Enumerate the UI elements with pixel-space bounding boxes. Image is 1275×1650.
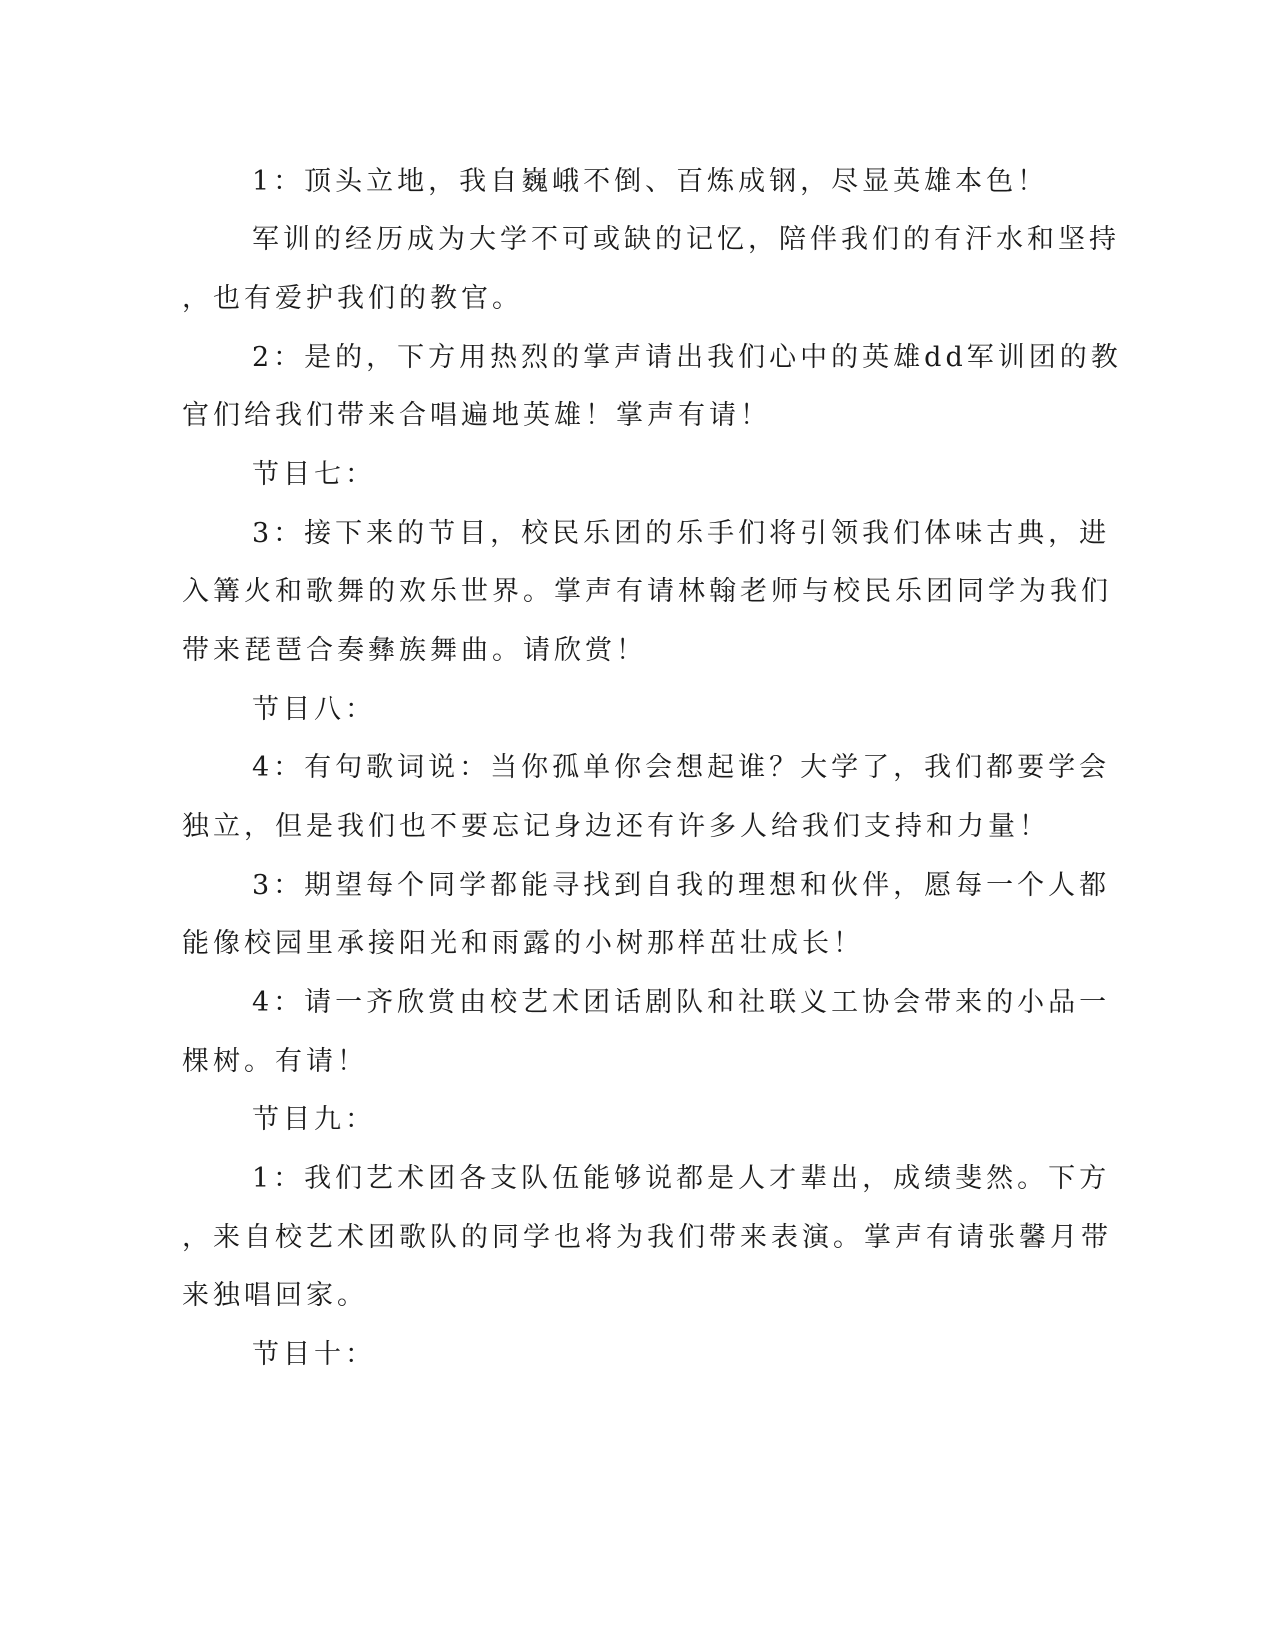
text-line: 3：接下来的节目，校民乐团的乐手们将引领我们体味古典，进 xyxy=(252,518,1111,549)
text-line: ，也有爱护我们的教官。 xyxy=(182,283,523,314)
section-heading: 节目八： xyxy=(252,694,376,725)
text-line: 带来琵琶合奏彝族舞曲。请欣赏！ xyxy=(182,635,647,666)
text-line: 能像校园里承接阳光和雨露的小树那样茁壮成长！ xyxy=(182,928,864,959)
text-line: 3：期望每个同学都能寻找到自我的理想和伙伴，愿每一个人都 xyxy=(252,870,1111,901)
section-heading: 节目十： xyxy=(252,1339,376,1370)
text-line: 军训的经历成为大学不可或缺的记忆，陪伴我们的有汗水和坚持 xyxy=(252,224,1120,255)
text-line: 官们给我们带来合唱遍地英雄！掌声有请！ xyxy=(182,400,771,431)
text-line: 入篝火和歌舞的欢乐世界。掌声有请林翰老师与校民乐团同学为我们 xyxy=(182,576,1112,607)
text-line: 来独唱回家。 xyxy=(182,1280,368,1311)
text-line: 1：我们艺术团各支队伍能够说都是人才辈出，成绩斐然。下方 xyxy=(252,1163,1111,1194)
text-line: 棵树。有请！ xyxy=(182,1046,368,1077)
text-line: 4：有句歌词说：当你孤单你会想起谁？大学了，我们都要学会 xyxy=(252,752,1111,783)
text-line: 1：顶头立地，我自巍峨不倒、百炼成钢，尽显英雄本色！ xyxy=(252,166,1049,197)
section-heading: 节目七： xyxy=(252,459,376,490)
section-heading: 节目九： xyxy=(252,1104,376,1135)
text-line: 4：请一齐欣赏由校艺术团话剧队和社联义工协会带来的小品一 xyxy=(252,987,1111,1018)
text-line: 独立，但是我们也不要忘记身边还有许多人给我们支持和力量！ xyxy=(182,811,1050,842)
text-line: ，来自校艺术团歌队的同学也将为我们带来表演。掌声有请张馨月带 xyxy=(182,1222,1112,1253)
text-line: 2：是的，下方用热烈的掌声请出我们心中的英雄dd军训团的教 xyxy=(252,342,1122,373)
